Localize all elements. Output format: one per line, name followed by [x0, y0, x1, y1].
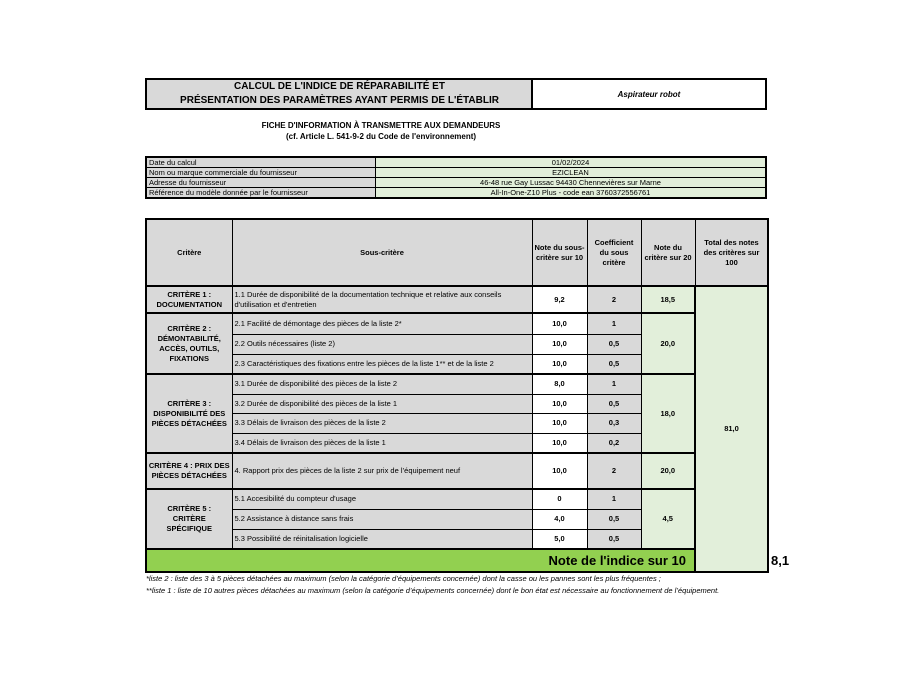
info-row-brand — [146, 168, 766, 178]
index-row: Note de l'indice sur 10 8,1 — [146, 549, 768, 572]
info-label: Date du calcul — [146, 157, 376, 168]
sub-criterion-coef: 0,3 — [587, 413, 641, 433]
subtitle-line-2: (cf. Article L. 541-9-2 du Code de l'environnement) — [285, 132, 477, 141]
sub-criterion-label: 4. Rapport prix des pièces de la liste 2 sur prix de l’équipement neuf — [232, 453, 532, 489]
criterion-3-label: CRITÈRE 3 : DISPONIBILITÉ DES PIÈCES DÉTACHÉES — [146, 374, 232, 453]
info-row-address — [146, 178, 766, 188]
sub-criterion-coef: 0,5 — [587, 354, 641, 374]
info-label: Nom ou marque commerciale du fournisseur — [146, 168, 376, 178]
header-critere: Critère — [146, 219, 232, 286]
sub-criterion-coef: 1 — [587, 313, 641, 334]
table-row — [146, 286, 768, 313]
table-row — [146, 374, 768, 394]
sub-criterion-coef: 1 — [587, 489, 641, 509]
header-note-sous: Note du sous-critère sur 10 — [532, 219, 587, 286]
info-row-reference — [146, 188, 766, 199]
sub-criterion-label: 2.2 Outils nécessaires (liste 2) — [232, 334, 532, 354]
sub-criterion-label: 3.1 Durée de disponibilité des pièces de la liste 2 — [232, 374, 532, 394]
table-row — [146, 453, 768, 489]
header-total: Total des notes des critères sur 100 — [695, 219, 768, 286]
header-note-critere: Note du critère sur 20 — [641, 219, 695, 286]
sub-criterion-coef: 0,5 — [587, 529, 641, 549]
info-value: All-In-One-Z10 Plus - code ean 3760372556761 — [376, 188, 767, 199]
table-row — [146, 489, 768, 509]
sub-criterion-note: 4,0 — [532, 509, 587, 529]
info-label: Référence du modèle donnée par le fournisseur — [146, 188, 376, 199]
info-value: EZICLEAN — [376, 168, 767, 178]
title-line-2: PRÉSENTATION DES PARAMÈTRES AYANT PERMIS DE L'ÉTABLIR — [180, 95, 499, 106]
sub-criterion-label: 3.4 Délais de livraison des pièces de la liste 1 — [232, 433, 532, 453]
info-value: 46-48 rue Gay Lussac 94430 Chennevières sur Marne — [376, 178, 767, 188]
subtitle — [145, 120, 617, 142]
sub-criterion-note: 5,0 — [532, 529, 587, 549]
info-value: 01/02/2024 — [376, 157, 767, 168]
sub-criterion-label: 3.3 Délais de livraison des pièces de la liste 2 — [232, 413, 532, 433]
sub-criterion-note: 10,0 — [532, 354, 587, 374]
sub-criterion-label: 2.3 Caractéristiques des fixations entre les pièces de la liste 1** et de la liste 2 — [232, 354, 532, 374]
sub-criterion-note: 10,0 — [532, 334, 587, 354]
sub-criterion-coef: 2 — [587, 286, 641, 313]
sub-criterion-coef: 1 — [587, 374, 641, 394]
sub-criterion-note: 8,0 — [532, 374, 587, 394]
sub-criterion-note: 9,2 — [532, 286, 587, 313]
title-box — [145, 78, 532, 110]
sub-criterion-coef: 0,2 — [587, 433, 641, 453]
product-category: Aspirateur robot — [531, 78, 767, 110]
sub-criterion-label: 1.1 Durée de disponibilité de la documentation technique et relative aux conseils d'utilisation et d'entretien — [232, 286, 532, 313]
criterion-5-score: 4,5 — [641, 489, 695, 549]
footnote-liste-1: **liste 1 : liste de 10 autres pièces détachées au maximum (selon la catégorie d’équipements concernée) dont le bon état est nécessaire au fonctionnement de l’équipement. — [146, 585, 720, 595]
subtitle-line-1: FICHE D'INFORMATION À TRANSMETTRE AUX DEMANDEURS — [261, 121, 501, 130]
header-coefficient: Coefficient du sous critère — [587, 219, 641, 286]
criterion-5-label: CRITÈRE 5 : CRITÈRE SPÉCIFIQUE — [146, 489, 232, 549]
sub-criterion-note: 10,0 — [532, 394, 587, 413]
sub-criterion-label: 5.1 Accesibilité du compteur d'usage — [232, 489, 532, 509]
sub-criterion-note: 10,0 — [532, 433, 587, 453]
sub-criterion-label: 2.1 Facilité de démontage des pièces de la liste 2* — [232, 313, 532, 334]
criterion-2-label: CRITÈRE 2 : DÉMONTABILITÉ, ACCÈS, OUTILS, FIXATIONS — [146, 313, 232, 374]
total-score-100: 81,0 — [695, 286, 768, 572]
criterion-4-label: CRITÈRE 4 : PRIX DES PIÈCES DÉTACHÉES — [146, 453, 232, 489]
table-row — [146, 313, 768, 334]
sub-criterion-note: 10,0 — [532, 413, 587, 433]
sub-criterion-label: 5.3 Possibilité de réinitalisation logicielle — [232, 529, 532, 549]
header-sous-critere: Sous-critère — [232, 219, 532, 286]
sub-criterion-coef: 0,5 — [587, 394, 641, 413]
criterion-1-label: CRITÈRE 1 : DOCUMENTATION — [146, 286, 232, 313]
sub-criterion-note: 10,0 — [532, 313, 587, 334]
criterion-1-score: 18,5 — [641, 286, 695, 313]
footnotes — [146, 573, 766, 596]
index-label: Note de l'indice sur 10 — [146, 549, 695, 572]
supplier-info-table — [145, 156, 767, 199]
sub-criterion-label: 3.2 Durée de disponibilité des pièces de la liste 1 — [232, 394, 532, 413]
sub-criterion-coef: 0,5 — [587, 509, 641, 529]
sub-criterion-coef: 2 — [587, 453, 641, 489]
footnote-liste-2: *liste 2 : liste des 3 à 5 pièces détachées au maximum (selon la catégorie d’équipements concernée) dont la casse ou les pannes sont les plus fréquentes ; — [146, 574, 661, 583]
info-label: Adresse du fournisseur — [146, 178, 376, 188]
title-line-1: CALCUL DE L'INDICE DE RÉPARABILITÉ ET — [234, 81, 445, 92]
sub-criterion-coef: 0,5 — [587, 334, 641, 354]
info-row-date — [146, 157, 766, 168]
criterion-2-score: 20,0 — [641, 313, 695, 374]
sub-criterion-label: 5.2 Assistance à distance sans frais — [232, 509, 532, 529]
criterion-4-score: 20,0 — [641, 453, 695, 489]
repairability-table — [145, 218, 790, 573]
sub-criterion-note: 0 — [532, 489, 587, 509]
table-header-row — [146, 219, 768, 286]
criterion-3-score: 18,0 — [641, 374, 695, 453]
sub-criterion-note: 10,0 — [532, 453, 587, 489]
